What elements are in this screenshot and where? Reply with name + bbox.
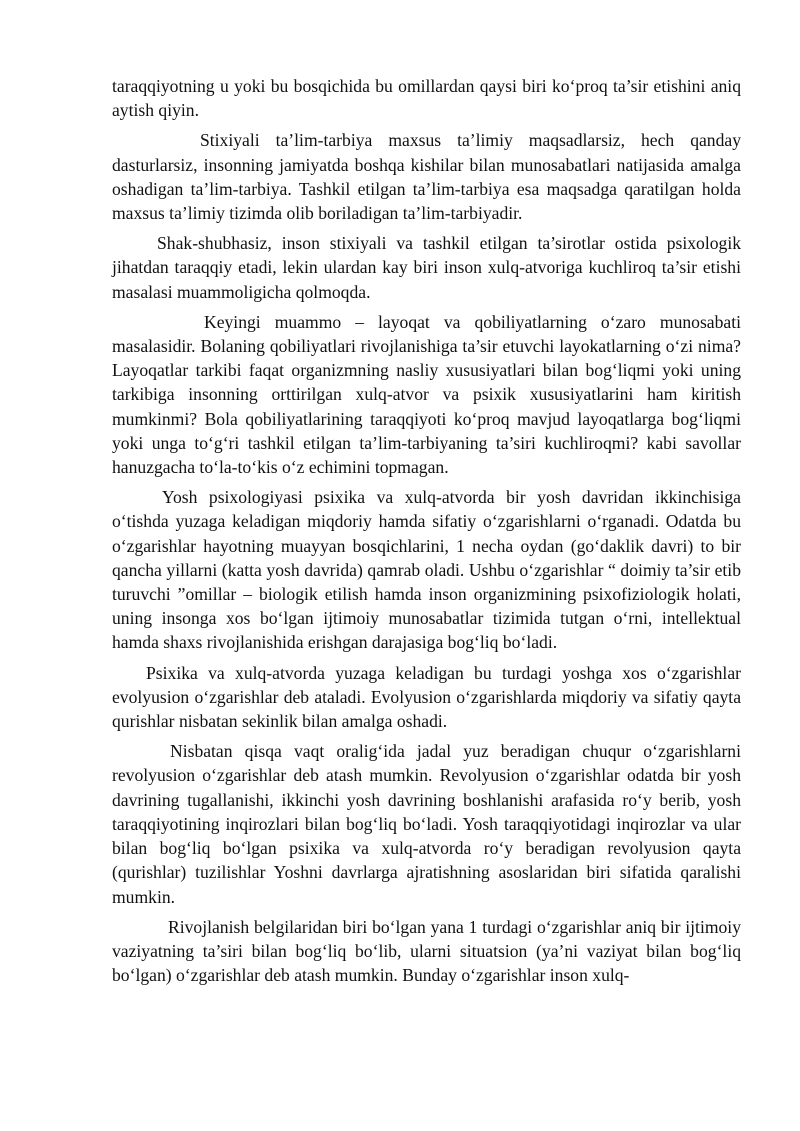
paragraph-2: Stixiyali ta’lim-tarbiya maxsus ta’limiy maqsadlarsiz, hech qanday dasturlarsiz, insonning jamiyatda boshqa kishilar bilan munosabatlari natijasida amalga oshadigan ta’lim-tarbiya. Tashkil etilgan ta’lim-tarbiya esa maqsadga qaratilgan holda maxsus ta’limiy tizimda olib boriladigan ta’lim-tarbiyadir. xyxy=(112,130,741,224)
document-page xyxy=(112,74,741,993)
paragraph-3: Shak-shubhasiz, inson stixiyali va tashkil etilgan ta’sirotlar ostida psixologik jihatdan taraqqiy etadi, lekin ulardan kay biri inson xulq-atvoriga kuchliroq ta’sir etishi masalasi muammoligicha qolmoqda. xyxy=(112,233,741,302)
paragraph-7: Nisbatan qisqa vaqt oralig‘ida jadal yuz beradigan chuqur o‘zgarishlarni revolyusion o‘zgarishlar deb atash mumkin. Revolyusion o‘zgarishlar odatda bir yosh davrining tugallanishi, ikkinchi yosh davrining boshlanishi arafasida ro‘y berib, yosh taraqqiyotining inqirozlari bilan bog‘liq bo‘ladi. Yosh taraqqiyotidagi inqirozlar va ular bilan bog‘liq bo‘lgan psixika va xulq-atvorda ro‘y beradigan revolyusion qayta (qurishlar) tuzilishlar Yoshni davrlarga ajratishning asoslaridan biri sifatida qaralishi mumkin. xyxy=(112,741,741,907)
paragraph-6: Psixika va xulq-atvorda yuzaga keladigan bu turdagi yoshga xos o‘zgarishlar evolyusion o‘zgarishlar deb ataladi. Evolyusion o‘zgarishlarda miqdoriy va sifatiy qayta qurishlar nisbatan sekinlik bilan amalga oshadi. xyxy=(112,662,741,732)
paragraph-8: Rivojlanish belgilaridan biri bo‘lgan yana 1 turdagi o‘zgarishlar aniq bir ijtimoiy vaziyatning ta’siri bilan bog‘liq bo‘lib, ularni situatsion (ya’ni vaziyat bilan bog‘liq bo‘lgan) o‘zgarishlar deb atash mumkin. Bunday o‘zgarishlar inson xulq- xyxy=(112,916,741,986)
paragraph-1: taraqqiyotning u yoki bu bosqichida bu omillardan qaysi biri ko‘proq ta’sir etishini aniq aytish qiyin. xyxy=(112,76,741,121)
paragraph-5: Yosh psixologiyasi psixika va xulq-atvorda bir yosh davridan ikkinchisiga o‘tishda yuzaga keladigan miqdoriy hamda sifatiy o‘zgarishlarni o‘rganadi. Odatda bu o‘zgarishlar hayotning muayyan bosqichlarini, 1 necha oydan (go‘daklik davri) to bir qancha yillarni (katta yosh davrida) qamrab oladi. Ushbu o‘zgarishlar “ doimiy ta’sir etib turuvchi ”omillar – biologik etilish hamda inson organizmining psixofiziologik holati, uning insonga xos bo‘lgan ijtimoiy munosabatlar tizimida tutgan o‘rni, intellektual hamda shaxs rivojlanishida erishgan darajasiga bog‘liq bo‘ladi. xyxy=(112,487,741,653)
paragraph-4: Keyingi muammo – layoqat va qobiliyatlarning o‘zaro munosabati masalasidir. Bolaning qobiliyatlari rivojlanishiga ta’sir etuvchi layokatlarning o‘zi nima? Layoqatlar tarkibi faqat organizmning nasliy xususiyatlari bilan bog‘liqmi yoki uning tarkibiga insonning orttirilgan xulq-atvor va psixik xususiyatlarini ham kiritish mumkinmi? Bola qobiliyatlarining taraqqiyoti ko‘proq mavjud layoqatlarga bog‘liqmi yoki unga to‘g‘ri tashkil etilgan ta’lim-tarbiyaning ta’siri kuchliroqmi? kabi savollar hanuzgacha to‘la-to‘kis o‘z echimini topmagan. xyxy=(112,311,741,478)
